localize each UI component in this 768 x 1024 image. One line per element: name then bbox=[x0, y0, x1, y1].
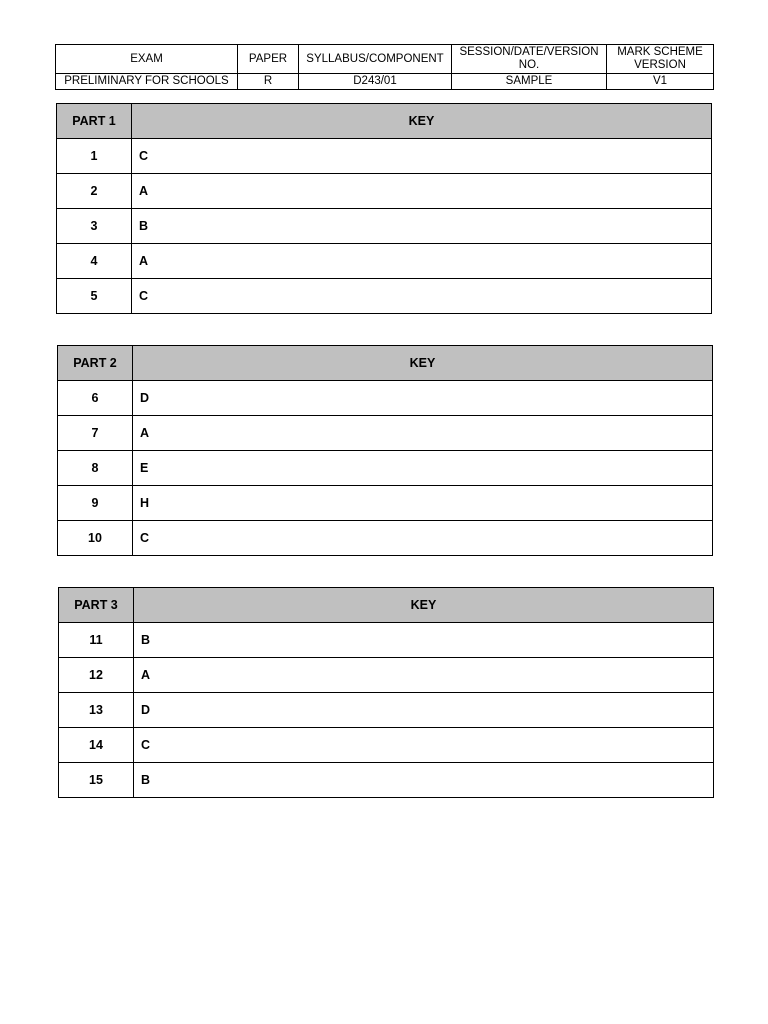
table-row bbox=[59, 763, 714, 798]
info-value-syllabus: D243/01 bbox=[299, 74, 452, 90]
table-row bbox=[58, 486, 713, 521]
question-number: 9 bbox=[58, 486, 133, 521]
table-row bbox=[59, 693, 714, 728]
info-header-row bbox=[56, 45, 714, 74]
question-number: 15 bbox=[59, 763, 134, 798]
table-row bbox=[59, 728, 714, 763]
table-row bbox=[58, 521, 713, 556]
question-number: 2 bbox=[57, 174, 132, 209]
info-value-row bbox=[56, 74, 714, 90]
answer-key: A bbox=[134, 658, 714, 693]
answer-key: H bbox=[133, 486, 713, 521]
part-label: PART 2 bbox=[58, 346, 133, 381]
info-header-syllabus: SYLLABUS/COMPONENT bbox=[299, 45, 452, 74]
question-number: 13 bbox=[59, 693, 134, 728]
answer-key: C bbox=[132, 139, 712, 174]
answer-key: A bbox=[132, 174, 712, 209]
info-header-session: SESSION/DATE/VERSION NO. bbox=[452, 45, 607, 74]
answer-key: D bbox=[134, 693, 714, 728]
table-row bbox=[57, 139, 712, 174]
question-number: 11 bbox=[59, 623, 134, 658]
question-number: 8 bbox=[58, 451, 133, 486]
table-row bbox=[59, 623, 714, 658]
key-header: KEY bbox=[133, 346, 713, 381]
answer-key: B bbox=[132, 209, 712, 244]
question-number: 7 bbox=[58, 416, 133, 451]
answer-key: A bbox=[132, 244, 712, 279]
answer-key: C bbox=[133, 521, 713, 556]
part-2-table bbox=[57, 345, 713, 556]
table-row bbox=[57, 279, 712, 314]
info-header-exam: EXAM bbox=[56, 45, 238, 74]
part-header-row bbox=[57, 104, 712, 139]
table-row bbox=[57, 209, 712, 244]
table-row bbox=[57, 174, 712, 209]
answer-key: C bbox=[132, 279, 712, 314]
question-number: 14 bbox=[59, 728, 134, 763]
key-header: KEY bbox=[134, 588, 714, 623]
question-number: 6 bbox=[58, 381, 133, 416]
answer-key: D bbox=[133, 381, 713, 416]
info-value-session: SAMPLE bbox=[452, 74, 607, 90]
table-row bbox=[58, 381, 713, 416]
question-number: 10 bbox=[58, 521, 133, 556]
answer-key: A bbox=[133, 416, 713, 451]
key-header: KEY bbox=[132, 104, 712, 139]
table-row bbox=[59, 658, 714, 693]
info-header-paper: PAPER bbox=[238, 45, 299, 74]
part-header-row bbox=[58, 346, 713, 381]
answer-key: B bbox=[134, 763, 714, 798]
info-value-paper: R bbox=[238, 74, 299, 90]
table-row bbox=[58, 451, 713, 486]
question-number: 1 bbox=[57, 139, 132, 174]
info-value-mark-scheme: V1 bbox=[607, 74, 714, 90]
exam-info-table bbox=[55, 44, 714, 90]
part-label: PART 3 bbox=[59, 588, 134, 623]
table-row bbox=[58, 416, 713, 451]
part-1-table bbox=[56, 103, 712, 314]
question-number: 3 bbox=[57, 209, 132, 244]
part-3-table bbox=[58, 587, 714, 798]
part-header-row bbox=[59, 588, 714, 623]
answer-key: C bbox=[134, 728, 714, 763]
part-label: PART 1 bbox=[57, 104, 132, 139]
info-header-mark-scheme: MARK SCHEME VERSION bbox=[607, 45, 714, 74]
question-number: 4 bbox=[57, 244, 132, 279]
question-number: 12 bbox=[59, 658, 134, 693]
answer-key: B bbox=[134, 623, 714, 658]
info-value-exam: PRELIMINARY FOR SCHOOLS bbox=[56, 74, 238, 90]
question-number: 5 bbox=[57, 279, 132, 314]
table-row bbox=[57, 244, 712, 279]
answer-key: E bbox=[133, 451, 713, 486]
